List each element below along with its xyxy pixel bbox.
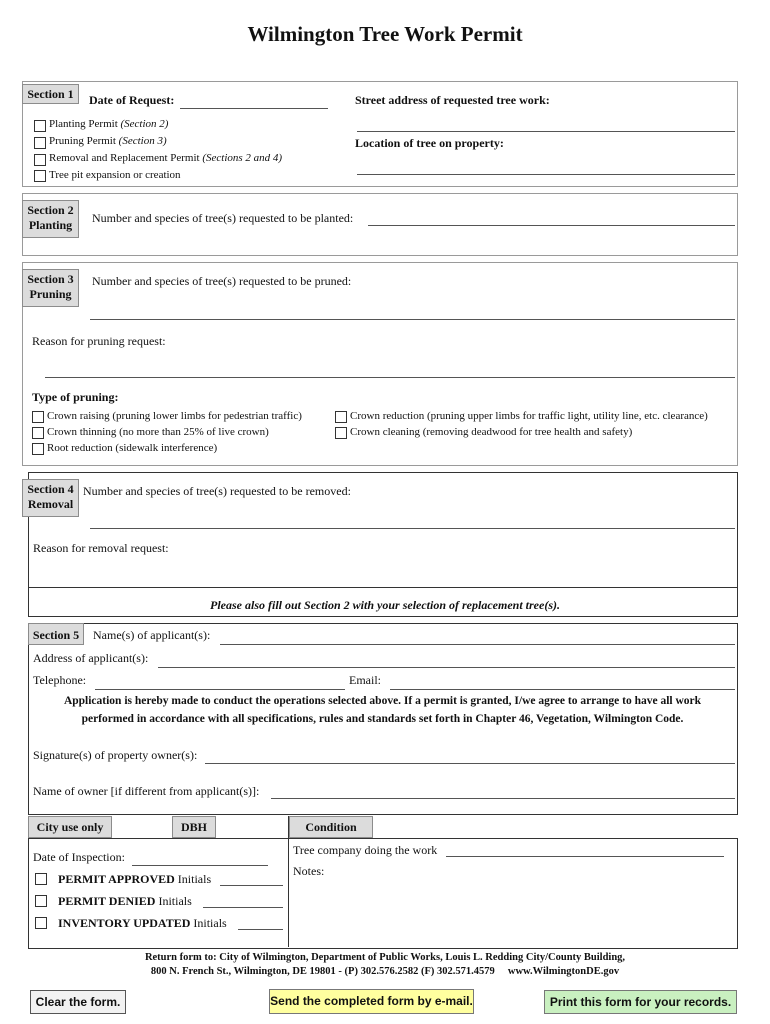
signature-field[interactable] bbox=[205, 763, 735, 764]
crown-reduction-label: Crown reduction (pruning upper limbs for traffic light, utility line, etc. clearance) bbox=[350, 410, 708, 422]
crown-thinning-label: Crown thinning (no more than 25% of live crown) bbox=[47, 426, 269, 438]
city-use-heading: City use only bbox=[28, 816, 112, 838]
planting-species-label: Number and species of tree(s) requested to be planted: bbox=[92, 211, 354, 225]
inspection-date-label: Date of Inspection: bbox=[33, 850, 125, 864]
return-address-line1: Return form to: City of Wilmington, Department of Public Works, Louis L. Redding City/County Building, bbox=[144, 952, 626, 963]
signature-label: Signature(s) of property owner(s): bbox=[33, 748, 198, 762]
section-4-tab: Section 4 Removal bbox=[22, 479, 79, 517]
type-of-pruning-heading: Type of pruning: bbox=[32, 390, 119, 404]
street-address-field[interactable] bbox=[357, 131, 735, 132]
print-form-button[interactable]: Print this form for your records. bbox=[544, 990, 737, 1014]
applicant-names-label: Name(s) of applicant(s): bbox=[93, 628, 211, 642]
permit-approved-initials-field[interactable] bbox=[220, 885, 283, 886]
section-2-tab: Section 2 Planting bbox=[22, 200, 79, 238]
permit-approved-checkbox[interactable] bbox=[35, 873, 47, 885]
removal-permit-option: Removal and Replacement Permit (Sections 2 and 4) bbox=[49, 152, 283, 164]
crown-raising-checkbox[interactable] bbox=[32, 411, 44, 423]
inventory-updated-checkbox[interactable] bbox=[35, 917, 47, 929]
pruning-reason-label: Reason for pruning request: bbox=[32, 334, 166, 348]
inventory-updated-row: INVENTORY UPDATED Initials bbox=[58, 916, 227, 930]
crown-raising-label: Crown raising (pruning lower limbs for pedestrian traffic) bbox=[47, 410, 302, 422]
inspection-date-field[interactable] bbox=[132, 865, 268, 866]
removal-divider bbox=[28, 587, 737, 588]
clear-form-button[interactable]: Clear the form. bbox=[30, 990, 126, 1014]
planting-permit-option: Planting Permit (Section 2) bbox=[49, 118, 169, 130]
page-title: Wilmington Tree Work Permit bbox=[247, 22, 523, 46]
application-statement-line2: performed in accordance with all specifications, rules and standards set forth in Chapter 46, Vegetation, Wilmington Code. bbox=[81, 713, 684, 725]
tree-company-label: Tree company doing the work bbox=[293, 843, 438, 857]
inventory-updated-initials-field[interactable] bbox=[238, 929, 283, 930]
notes-label: Notes: bbox=[293, 864, 325, 878]
email-field[interactable] bbox=[390, 689, 735, 690]
telephone-field[interactable] bbox=[95, 689, 345, 690]
applicant-names-field[interactable] bbox=[220, 644, 735, 645]
pruning-permit-option: Pruning Permit (Section 3) bbox=[49, 135, 167, 147]
date-of-request-label: Date of Request: bbox=[89, 93, 175, 107]
permit-denied-row: PERMIT DENIED Initials bbox=[58, 894, 192, 908]
notes-field[interactable] bbox=[293, 880, 733, 944]
dbh-heading: DBH bbox=[172, 816, 216, 838]
crown-thinning-checkbox[interactable] bbox=[32, 427, 44, 439]
section-1-tab: Section 1 bbox=[22, 84, 79, 104]
tree-pit-checkbox[interactable] bbox=[34, 170, 46, 182]
telephone-label: Telephone: bbox=[33, 673, 87, 687]
section-5-tab: Section 5 bbox=[28, 623, 84, 645]
condition-heading: Condition bbox=[289, 816, 373, 838]
crown-reduction-checkbox[interactable] bbox=[335, 411, 347, 423]
pruning-permit-checkbox[interactable] bbox=[34, 137, 46, 149]
pruning-species-field[interactable] bbox=[90, 319, 735, 320]
location-label: Location of tree on property: bbox=[355, 136, 504, 150]
street-address-label: Street address of requested tree work: bbox=[355, 93, 550, 107]
email-label: Email: bbox=[349, 673, 381, 687]
city-use-divider bbox=[288, 816, 289, 947]
planting-species-field[interactable] bbox=[368, 225, 735, 226]
root-reduction-label: Root reduction (sidewalk interference) bbox=[47, 442, 218, 454]
application-statement-line1: Application is hereby made to conduct the operations selected above. If a permit is granted, I/we agree to arrange to have all work bbox=[63, 695, 702, 707]
permit-denied-checkbox[interactable] bbox=[35, 895, 47, 907]
root-reduction-checkbox[interactable] bbox=[32, 443, 44, 455]
removal-reason-label: Reason for removal request: bbox=[33, 541, 169, 555]
email-form-button[interactable]: Send the completed form by e-mail. bbox=[269, 989, 474, 1014]
crown-cleaning-checkbox[interactable] bbox=[335, 427, 347, 439]
tree-pit-option: Tree pit expansion or creation bbox=[49, 169, 181, 181]
replacement-note: Please also fill out Section 2 with your selection of replacement tree(s). bbox=[210, 598, 560, 612]
date-of-request-field[interactable] bbox=[180, 108, 328, 109]
return-address-line2: 800 N. French St., Wilmington, DE 19801 - (P) 302.576.2582 (F) 302.571.4579 www.WilmingtonDE.gov bbox=[150, 966, 620, 977]
pruning-reason-field[interactable] bbox=[45, 377, 735, 378]
tree-company-field[interactable] bbox=[446, 856, 724, 857]
pruning-species-label: Number and species of tree(s) requested to be pruned: bbox=[92, 274, 352, 288]
planting-permit-checkbox[interactable] bbox=[34, 120, 46, 132]
permit-approved-row: PERMIT APPROVED Initials bbox=[58, 872, 212, 886]
section-3-tab: Section 3 Pruning bbox=[22, 269, 79, 307]
applicant-address-field[interactable] bbox=[158, 667, 735, 668]
location-field[interactable] bbox=[357, 174, 735, 175]
removal-species-label: Number and species of tree(s) requested to be removed: bbox=[83, 484, 351, 498]
owner-name-label: Name of owner [if different from applicant(s)]: bbox=[33, 784, 260, 798]
owner-name-field[interactable] bbox=[271, 798, 735, 799]
permit-denied-initials-field[interactable] bbox=[203, 907, 283, 908]
removal-permit-checkbox[interactable] bbox=[34, 154, 46, 166]
removal-species-field[interactable] bbox=[90, 528, 735, 529]
applicant-address-label: Address of applicant(s): bbox=[33, 651, 149, 665]
crown-cleaning-label: Crown cleaning (removing deadwood for tree health and safety) bbox=[350, 426, 633, 438]
